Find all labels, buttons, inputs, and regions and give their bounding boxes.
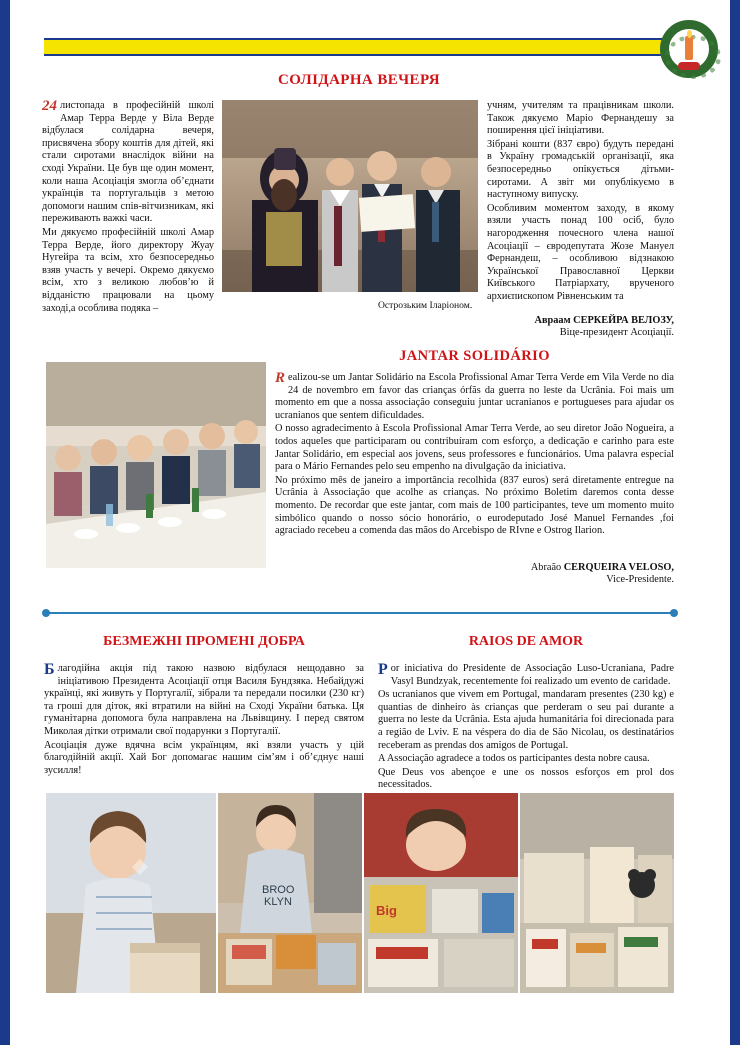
article-title-raios-de-amor: RAIOS DE AMOR — [468, 634, 584, 649]
article1-col3-p2: Зібрані кошти (837 євро) будуть передані в Україну громадській організації, яка безпосередньо опікується дітьми-сиротами. А звіт ми опублікуємо в наступному випуску. — [487, 138, 674, 201]
article2-signature — [420, 562, 674, 587]
article1-col1-p2: Ми дякуємо професійній школі Амар Терра Верде, його директору Жуау Нугейра та всім, хто безпосередньо взяв участь у вечері. Окремо дякуємо всім, хто з великою любов’ю й відданістю працювали на цьому заході,а особлива подяка – — [42, 226, 214, 314]
page-edge-left — [0, 0, 10, 1045]
photo-award-ceremony — [222, 100, 478, 292]
christmas-wreath-icon — [660, 20, 718, 78]
article-title-jantar-solidario: JANTAR SOLIDÁRIO — [399, 348, 550, 364]
article2-sign-prefix: Abraão — [530, 562, 564, 573]
article-title-solidarna-vecherya: СОЛІДАРНА ВЕЧЕРЯ — [277, 72, 440, 88]
dropcap-P: P — [378, 661, 388, 678]
svg-text:KLYN: KLYN — [264, 896, 292, 908]
header-band — [44, 38, 674, 56]
article2-p2: O nosso agradecimento à Escola Profissional Amar Terra Verde, ao seu diretor João Nogueira, a todos aqueles que participaram ou contribuíram com esforço, a dedicação e carinho para este Jantar Solidário, em especial aos jovens, seus professores e funcionários. Uma palavra especial para o Mário Fernandes pelo seu empenho na divulgação da iniciativa. — [275, 423, 674, 473]
page-edge-right — [730, 0, 740, 1045]
article4-p3: A Associação agradece a todos os participantes desta nobre causa. — [378, 753, 650, 765]
svg-text:BROO: BROO — [262, 884, 295, 896]
article2-sign-name: CERQUEIRA VELOSO, — [563, 562, 674, 573]
article1-col3-p3: Особливим моментом заходу, в якому взяли участь понад 100 осіб, було нагородження почесного члена нашої Асоціації – євродепутата Жозе Мануел Фернандеш, – особливою відзнакою Української Православної Церкви Київського Патріархату, врученого архиєпископом Рівненським та — [487, 202, 674, 302]
article2-p3: No próximo mês de janeiro a importância recolhida (837 euros) será diretamente entregue na Ucrânia à Associação que acolhe as crianças. No próximo Boletim daremos conta desse momento. De recordar que este jantar, com mais de 100 participantes, teve um momento muito simbólico quando o nosso sócio honorário, o eurodeputado José Manuel Fernandes ,foi agraciado recebeu a comenda das mãos do Arcebispo de RIvne e Ostrog Ilarion. — [275, 474, 674, 537]
photo-boy-with-gifts — [218, 793, 362, 993]
article1-column-3 — [487, 100, 674, 304]
article1-sign-role: Віце-президент Асоціації. — [559, 327, 674, 339]
article3-p2: Асоціація дуже вдячна всім українцям, які взяли участь у цій благодійній акції. Хай Бог допомагає нашим сім’ям і об’єднує наші зусилля! — [44, 739, 364, 776]
photo-gift-packages — [520, 793, 674, 993]
article4-p4: Que Deus vos abençoe e une os nossos esforços em prol dos necessitados. — [378, 766, 674, 791]
article1-col3-p1: учням, учителям та працівникам школи. Також дякуємо Маріо Фернандешу за поширення цієї ініціативи. — [487, 100, 674, 137]
article4-body: Por iniciativa do Presidente de Associação Luso-Ucraniana, Padre Vasyl Bundzyak, recentemente foi realizado um evento de caridade. Os ucranianos que vivem em Portugal, mandaram presentes (230 kg) e quantias de dinheiro às crianças que perderam o seu pai durante a guerra no leste da Ucrânia. Esta ajuda humanitária foi direcionada para a região de Lviv. E na véspera do dia de São Nicolau, os destinatários receberam as prendas dos amigos de Portugal. A Associação agradece a todos os participantes desta nobre causa. Que Deus vos abençoe e une os nossos esforços em prol dos necessitados. — [378, 661, 674, 791]
article3-body: Благодійна акція під такою назвою відбулася нещодавно за ініціативою Президента Асоціації отця Василя Бундзяка. Небайдужі українці, які живуть у Португалії, зібрали та передали посилки (230 кг) та гроші для діток, які втратили на війні на Сході України батька. Ця гуманітарна допомога була направлена на Львівщину. І перед святом Миколая дітки отримали свої подарунки з Португалії. Асоціація дуже вдячна всім українцям, які взяли участь у цій благодійній акції. Хай Бог допомагає нашим сім’ям і об’єднує наші зусилля! — [44, 661, 364, 776]
article4-p2: Os ucranianos que vivem em Portugal, mandaram presentes (230 kg) e quantias de dinheiro às crianças que perderam o seu pai durante a guerra no leste da Ucrânia. Esta ajuda humanitária foi direcionada para a região de Lviv. E na véspera do dia de São Nicolau, os destinatários receberam as prendas dos amigos de Portugal. — [378, 689, 674, 751]
article1-column-1: 24 листопада в професійній школі Амар Терра Верде у Віла Верде відбулася солідарна вечеря, присвячена збору коштів для дітей, які стали сиротами внаслідок війни на сході України. Це був ще один момент, коли наша Асоціація змогла об’єднати українців та португальців з метою допомоги нашим спів-вітчизникам, які переживають важкі часи. Ми дякуємо професійній школі Амар Терра Верде, його директору Жуау Нугейра та всім, хто безпосередньо взяв участь у вечері. Окремо дякуємо всім, хто з великою любов’ю й відданістю працювали на цьому заході,а особлива подяка – — [42, 98, 214, 314]
photo-solidarity-dinner-hall — [46, 362, 266, 568]
photo-caption-ilarion: Острозьким Іларіоном. — [378, 300, 473, 311]
article1-signature — [420, 315, 674, 340]
dropcap-R: R — [275, 370, 286, 386]
section-divider — [46, 612, 674, 614]
photo-girl-with-gift-box — [46, 793, 216, 993]
dropcap-24: 24 — [42, 98, 57, 114]
article2-body: R ealizou-se um Jantar Solidário na Escola Profissional Amar Terra Verde em Vila Verde no dia 24 de novembro em favor das crianças órfãs da guerra no leste da Ucrânia. Foi mais um momento em que a nossa associação conseguiu juntar ucranianos e portugueses para ajudar os ucranianos que sentem dificuldades. O nosso agradecimento à Escola Profissional Amar Terra Verde, ao seu diretor João Nogueira, a todos aqueles que participaram ou contribuíram com esforço, a dedicação e carinho para este Jantar Solidário, em especial aos jovens, seus professores e funcionários. Uma palavra especial para o Mário Fernandes pelo seu empenho na divulgação da iniciativa. No próximo mês de janeiro a importância recolhida (837 euros) será diretamente entregue na Ucrânia à Associação que acolhe as crianças. No próximo Boletim daremos conta desse momento. De recordar que este jantar, com mais de 100 participantes, teve um momento muito simbólico quando o nosso sócio honorário, o eurodeputado José Manuel Fernandes ,foi agraciado recebeu a comenda das mãos do Arcebispo de RIvne e Ostrog Ilarion. — [275, 370, 674, 537]
dropcap-B: Б — [44, 661, 55, 678]
svg-text:Big: Big — [376, 903, 397, 918]
article1-sign-name: Авраам СЕРКЕЙРА ВЕЛОЗУ, — [534, 315, 674, 326]
article-title-bezmezhni-promeni-dobra: БЕЗМЕЖНІ ПРОМЕНІ ДОБРА — [103, 634, 305, 649]
photo-child-with-sweets — [364, 793, 518, 993]
article2-sign-role: Vice-Presidente. — [606, 574, 674, 586]
